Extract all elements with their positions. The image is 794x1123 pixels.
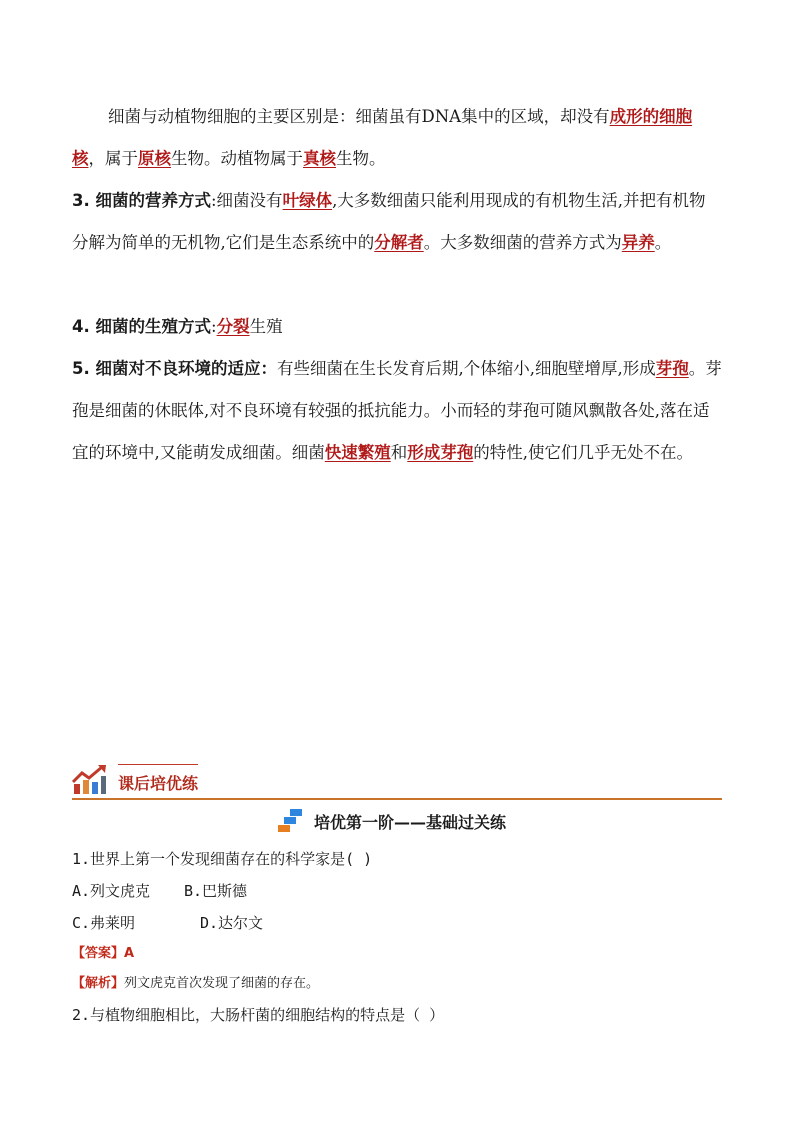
answer-highlight: 真核 <box>303 149 336 168</box>
section-divider <box>72 798 722 800</box>
section-top-rule <box>118 764 198 765</box>
answer-tag: 【答案】 <box>72 946 125 961</box>
text: 和 <box>390 443 408 462</box>
question-1-options-row-2 <box>72 912 263 934</box>
text: 生物。动植物属于 <box>171 149 303 168</box>
paragraph-cell-difference <box>72 96 722 180</box>
text: 。 <box>654 233 672 252</box>
text: : <box>211 317 217 336</box>
answer-highlight: 成形的细胞核 <box>72 107 693 168</box>
paragraph-adaptation <box>72 348 722 474</box>
option-b: B.巴斯德 <box>184 882 248 900</box>
stage-title: 培优第一阶——基础过关练 <box>314 812 507 832</box>
paragraph-heading: 4. 细菌的生殖方式 <box>72 317 211 336</box>
text: 。芽孢是细菌的休眠体,对不良环境有较强的抵抗能力。小而轻的芽孢可随风飘散各处,落在适宜的环境中,又能萌发成细菌。细菌 <box>72 359 722 462</box>
explanation-text: 列文虎克首次发现了细菌的存在。 <box>124 976 320 991</box>
question-2-stem: 2.与植物细胞相比，大肠杆菌的细胞结构的特点是（ ） <box>72 1006 445 1024</box>
text: 生物。 <box>336 149 386 168</box>
answer-highlight: 叶绿体 <box>282 191 333 210</box>
bar-chart-arrow-icon <box>72 764 108 796</box>
paragraph-heading: 5. 细菌对不良环境的适应： <box>72 359 277 378</box>
answer-highlight: 原核 <box>138 149 171 168</box>
answer-highlight: 形成芽孢 <box>407 443 474 462</box>
paragraph-heading: 3. 细菌的营养方式 <box>72 191 211 210</box>
text: 。大多数细菌的营养方式为 <box>423 233 622 252</box>
paragraph-nutrition <box>72 180 722 264</box>
question-1-options-row-1 <box>72 880 247 902</box>
text: :细菌没有 <box>211 191 283 210</box>
text: 生殖 <box>249 317 283 336</box>
option-a: A.列文虎克 <box>72 882 151 900</box>
answer-highlight: 分裂 <box>216 317 250 336</box>
text: 细菌与动植物细胞的主要区别是：细菌虽有DNA集中的区域，却没有 <box>108 107 610 126</box>
answer-value: A <box>124 946 135 961</box>
option-c: C.弗莱明 <box>72 914 136 932</box>
stair-blocks-icon <box>276 807 304 835</box>
answer-highlight: 异养 <box>621 233 655 252</box>
explanation-line <box>72 974 319 994</box>
text: ,大多数细菌只能利用现成的有机物生活,并把有机物分解为简单的无机物,它们是生态系统中的 <box>72 191 706 252</box>
paragraph-reproduction <box>72 306 722 348</box>
answer-highlight: 芽孢 <box>655 359 689 378</box>
question-1-stem: 1.世界上第一个发现细菌存在的科学家是( ) <box>72 850 373 868</box>
answer-highlight: 快速繁殖 <box>324 443 391 462</box>
stage-heading <box>276 806 506 836</box>
section-title: 课后培优练 <box>118 774 199 793</box>
answer-highlight: 分解者 <box>374 233 424 252</box>
answer-line <box>72 944 134 964</box>
text: 的特性,使它们几乎无处不在。 <box>473 443 693 462</box>
option-d: D.达尔文 <box>200 914 264 932</box>
text: 有些细菌在生长发育后期,个体缩小,细胞壁增厚,形成 <box>277 359 656 378</box>
text: ，属于 <box>88 149 138 168</box>
explanation-tag: 【解析】 <box>72 976 125 991</box>
